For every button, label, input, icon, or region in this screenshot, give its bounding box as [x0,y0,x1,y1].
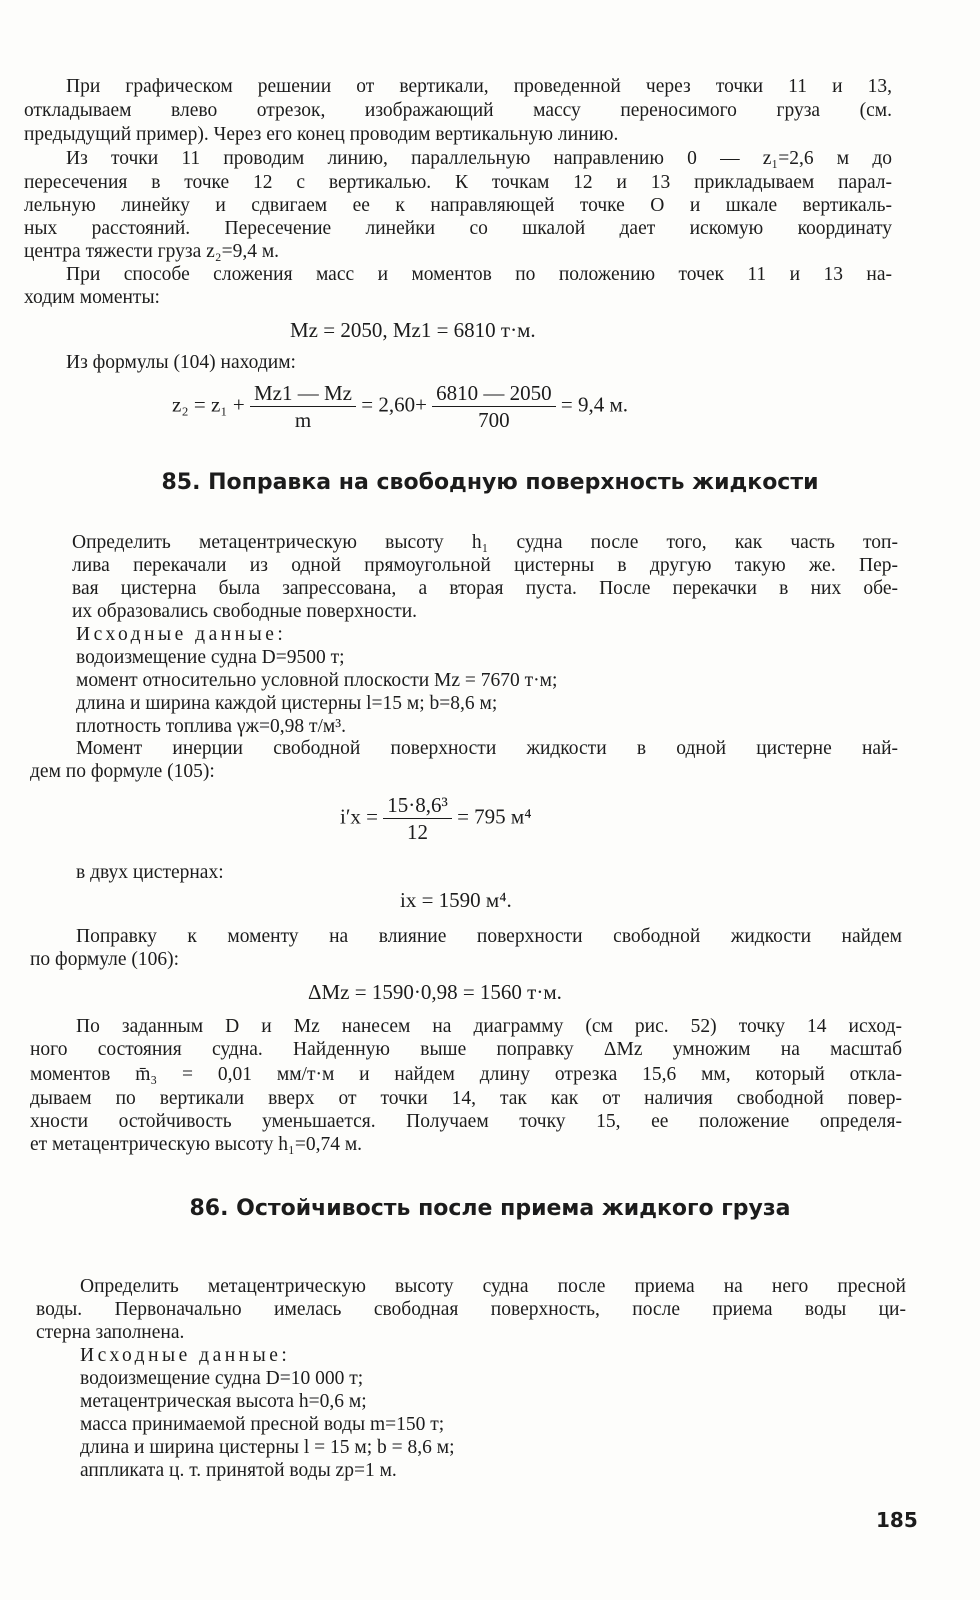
text-line: дем по формуле (105): [30,761,215,782]
given-item: водоизмещение судна D=9500 т; [76,647,345,668]
text-line: по формуле (106): [30,949,180,970]
text-line: ходим моменты: [24,287,160,308]
text-line: лива перекачали из одной прямоугольной цистерны в другую такую же. Пер- [72,555,898,576]
section-85-title: 85. Поправка на свободную поверхность жидкости [161,470,819,495]
text-line: хности остойчивость уменьшается. Получаем точку 15, ее положение определя- [30,1111,902,1132]
z2-mid: = 2,60+ [361,392,427,417]
given-item: масса принимаемой пресной воды m=150 т; [80,1414,445,1435]
given-item: длина и ширина цистерны l = 15 м; b = 8,6 м; [80,1437,455,1458]
text-line: стерна заполнена. [36,1322,185,1343]
z2-fraction-numeric-denominator: 700 [478,408,510,432]
z2-fraction-numeric-numerator: 6810 — 2050 [432,380,556,407]
z2-fraction [250,380,356,433]
two-tanks-text: в двух цистернах: [76,862,224,883]
text-line: Момент инерции свободной поверхности жидкости в одной цистерне най- [76,738,898,759]
z2-formula [172,380,628,433]
ix-total-formula: ix = 1590 м⁴. [400,888,512,912]
z2-fraction-denominator: m [294,408,312,432]
ix-rhs: = 795 м⁴ [457,804,532,829]
moments-formula: Mz = 2050, Mz1 = 6810 т·м. [290,318,536,342]
page-number: 185 [876,1508,918,1532]
given-item: аппликата ц. т. принятой воды zp=1 м. [80,1460,397,1481]
text-line: воды. Первоначально имелась свободная поверхность, после приема воды ци- [36,1299,906,1320]
given-item: момент относительно условной плоскости Mz = 7670 т·м; [76,670,558,691]
text-line: вая цистерна была запрессована, а вторая пуста. После перекачки в них обе- [72,578,898,599]
ix-lhs: i′x = [340,804,379,829]
given-data-label: Исходные данные: [80,1345,291,1366]
text-line: лельную линейку и сдвигаем ее к направляющей точке O и шкале вертикаль- [24,195,892,216]
given-data-label: Исходные данные: [76,624,287,645]
text-line: ет метацентрическую высоту h₁=0,74 м. [30,1134,363,1155]
ix-fraction-denominator: 12 [407,820,429,844]
from-formula-text: Из формулы (104) находим: [66,352,296,373]
text-line: ных расстояний. Пересечение линейки со шкалой дает искомую координату [24,218,892,239]
ix-formula [340,792,532,845]
text-line: их образовались свободные поверхности. [72,601,418,622]
given-item: метацентрическая высота h=0,6 м; [80,1391,367,1412]
z2-rhs: = 9,4 м. [560,392,629,417]
ix-fraction-numerator: 15·8,6³ [383,792,452,819]
text-line: ного состояния судна. Найденную выше поправку ΔMz умножим на масштаб [30,1039,902,1060]
text-line: Определить метацентрическую высоту судна после приема на него пресной [80,1276,906,1297]
ix-fraction [383,792,452,845]
given-item: водоизмещение судна D=10 000 т; [80,1368,364,1389]
text-line: дываем по вертикали вверх от точки 14, так как от наличия свободной повер- [30,1088,902,1109]
z2-fraction-numerator: Mz1 — Mz [250,380,356,407]
text-line: откладываем влево отрезок, изображающий массу переносимого груза (см. [24,100,892,121]
z2-lhs: z₂ = z₁ + [172,392,245,417]
z2-fraction-numeric [432,380,556,433]
text-line: При способе сложения масс и моментов по положению точек 11 и 13 на- [66,264,892,285]
text-line: Из точки 11 проводим линию, параллельную направлению 0 — z₁=2,6 м до [66,148,892,169]
text-line: предыдущий пример). Через его конец проводим вертикальную линию. [24,124,619,145]
delta-mz-formula: ΔMz = 1590·0,98 = 1560 т·м. [308,980,562,1004]
text-line: По заданным D и Mz нанесем на диаграмму (см рис. 52) точку 14 исход- [76,1016,902,1037]
text-line: центра тяжести груза z₂=9,4 м. [24,241,280,262]
text-line: Определить метацентрическую высоту h₁ судна после того, как часть топ- [72,532,898,553]
text-line: Поправку к моменту на влияние поверхности свободной жидкости найдем [76,926,902,947]
text-line: моментов m̄₃ = 0,01 мм/т·м и найдем длину отрезка 15,6 мм, который откла- [30,1064,902,1085]
section-86-title: 86. Остойчивость после приема жидкого груза [189,1196,791,1221]
given-item: плотность топлива γж=0,98 т/м³. [76,716,346,737]
given-item: длина и ширина каждой цистерны l=15 м; b=8,6 м; [76,693,498,714]
text-line: При графическом решении от вертикали, проведенной через точки 11 и 13, [66,76,892,97]
text-line: пересечения в точке 12 с вертикалью. К точкам 12 и 13 прикладываем парал- [24,172,892,193]
